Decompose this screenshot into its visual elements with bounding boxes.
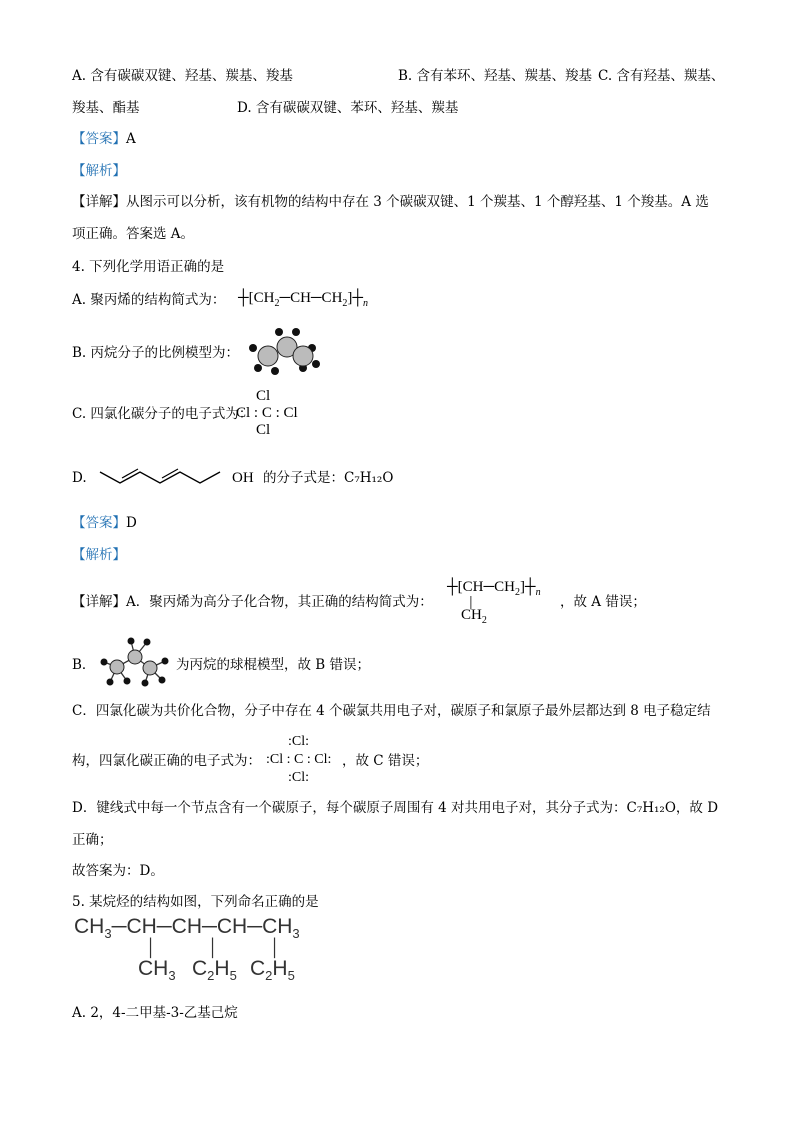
- q4-option-d-oh: OH: [232, 470, 254, 486]
- q4-detail-c-end: ，故 C 错误；: [342, 753, 429, 769]
- cl-bottom: Cl: [256, 422, 271, 438]
- q4-detail-b-label: B．: [72, 657, 96, 673]
- main-chain: $CH_3─CH─CH─CH─CH_3$: [74, 915, 300, 942]
- q4-option-d-label: D.: [72, 470, 87, 486]
- q4-conclusion: 故答案为：D。: [72, 863, 164, 879]
- q3-detail-line2: 项正确。答案选 A。: [72, 226, 195, 242]
- branch-ethyl-2: $C_2H_5$: [250, 957, 295, 984]
- q4-detail-c-line1: C．四氯化碳为共价化合物，分子中存在 4 个碳氯共用电子对，碳原子和氯原子最外层都达到 8 电子稳定结: [72, 703, 711, 719]
- q3-option-c-cont: 羧基、酯基: [72, 100, 140, 116]
- q4-option-b-label: B. 丙烷分子的比例模型为：: [72, 345, 240, 361]
- detail-tag: 【详解】: [72, 194, 126, 210]
- q4-detail-a: [72, 593, 433, 611]
- q3-option-d: D. 含有碳碳双键、苯环、羟基、羰基: [237, 100, 459, 116]
- answer-tag: 【答案】: [72, 515, 126, 531]
- branch-methyl: $CH_3$: [138, 957, 176, 984]
- q3-option-a: A. 含有碳碳双键、羟基、羰基、羧基: [72, 68, 293, 84]
- propane-ball-and-stick-model: [100, 636, 172, 688]
- q4-detail-c-line2: 构，四氯化碳正确的电子式为：: [72, 753, 261, 769]
- heptadienol-skeletal-formula: [100, 463, 235, 489]
- propane-space-filling-model: [248, 326, 322, 376]
- detail-text: 从图示可以分析，该有机物的结构中存在 3 个碳碳双键、1 个羰基、1 个醇羟基、1 个羧基。A 选: [126, 194, 709, 210]
- q4-detail-d-line2: 正确；: [72, 832, 113, 848]
- detail-tag: 【详解】: [72, 594, 126, 610]
- detail-a-text: A．聚丙烯为高分子化合物，其正确的结构简式为：: [126, 594, 433, 610]
- q4-detail-d-line1: D．键线式中每一个节点含有一个碳原子，每个碳原子周围有 4 对共用电子对，其分子式为：C₇H₁₂O，故 D: [72, 800, 719, 816]
- q4-option-a-formula: $┼[CH_2─CH─CH_2]┼_n$: [238, 290, 369, 309]
- q3-option-b: B. 含有苯环、羟基、羰基、羧基: [398, 68, 593, 84]
- q4-option-a-label: A. 聚丙烯的结构简式为：: [72, 292, 226, 308]
- q4-option-d-text: 的分子式是：C₇H₁₂O: [263, 470, 394, 486]
- q4-detail-b-text: 为丙烷的球棍模型，故 B 错误；: [176, 657, 371, 673]
- q5-option-a: A. 2，4-二甲基-3-乙基己烷: [72, 1005, 238, 1021]
- cl-c-cl: Cl : C : Cl: [236, 405, 298, 421]
- q3-detail-line1: [72, 193, 709, 211]
- polypropylene-formula: $┼[CH─CH_2]┼_n$ │ $CH_2$: [447, 579, 541, 626]
- q4-stem: 4. 下列化学用语正确的是: [72, 259, 225, 275]
- q4-analysis-tag: 【解析】: [72, 547, 126, 563]
- q5-stem: 5. 某烷烃的结构如图，下列命名正确的是: [72, 894, 319, 910]
- q4-answer: [72, 514, 137, 532]
- q3-option-c: C. 含有羟基、羰基、: [598, 68, 725, 84]
- answer-value: D: [126, 515, 137, 531]
- branch-ethyl-1: $C_2H_5$: [192, 957, 237, 984]
- answer-tag: 【答案】: [72, 131, 126, 147]
- alkane-structure: $CH_3─CH─CH─CH─CH_3$ │ │ │ $CH_3$ $C_2H_5$ $C_2H_5$: [74, 915, 300, 984]
- answer-value: A: [126, 131, 136, 147]
- q3-answer: [72, 130, 136, 148]
- q3-analysis-tag: 【解析】: [72, 163, 126, 179]
- q4-detail-a-end: ，故 A 错误；: [560, 594, 646, 610]
- q4-option-c-label: C. 四氯化碳分子的电子式为：: [72, 406, 253, 422]
- cl-top: Cl: [256, 388, 271, 404]
